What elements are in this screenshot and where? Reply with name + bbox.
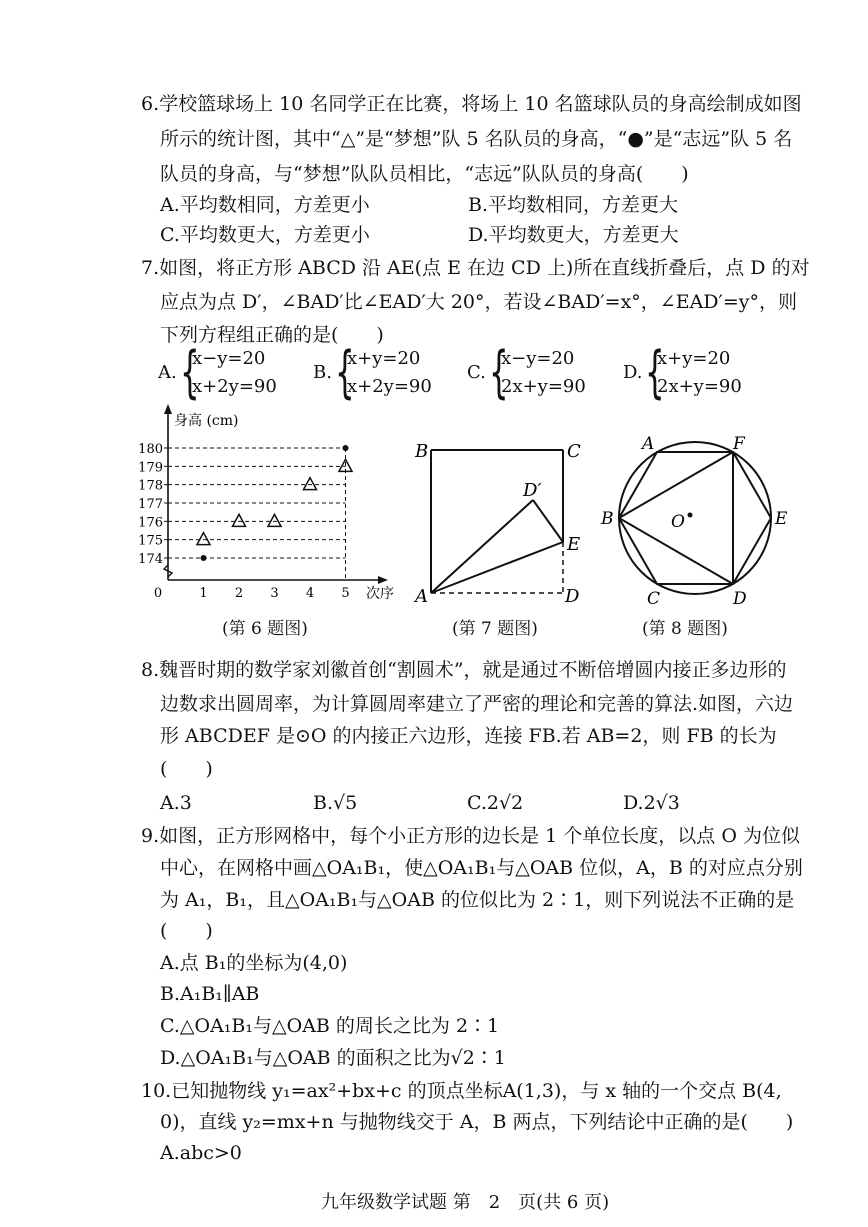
dot-point (343, 445, 349, 451)
label-c: C (647, 589, 661, 609)
y-tick-label: 178 (138, 478, 163, 494)
q7-option-c-eq2: 2x+y=90 (501, 376, 586, 397)
x-tick-label: 4 (305, 586, 315, 601)
folded-square-figure (405, 430, 605, 610)
caption-fig8: (第 8 题图) (642, 619, 728, 639)
q9-line-1: 9.如图，正方形网格中，每个小正方形的边长是 1 个单位长度，以点 O 为位似 (141, 825, 800, 847)
q7-option-d-label: D. (623, 362, 643, 383)
dot-point (201, 555, 207, 561)
q8-line-1: 8.魏晋时期的数学家刘徽首创“割圆术”，就是通过不断倍增圆内接正多边形的 (141, 659, 787, 681)
x-tick-label: 0 (153, 586, 163, 601)
q6-option-a: A.平均数相同，方差更小 (160, 194, 370, 216)
inscribed-hexagon-figure (595, 425, 795, 610)
q7-option-a (158, 340, 318, 405)
x-tick-label: 3 (270, 586, 279, 601)
q6-line-2: 所示的统计图，其中“△”是“梦想”队 5 名队员的身高，“●”是“志远”队 5 名 (160, 128, 793, 150)
label-e: E (567, 534, 581, 555)
y-tick-label: 176 (138, 515, 163, 531)
q7-option-d-eq2: 2x+y=90 (657, 376, 742, 397)
q9-line-4: ( ) (160, 920, 213, 942)
label-a: A (415, 586, 428, 607)
label-e: E (775, 509, 788, 529)
q6-option-c: C.平均数更大，方差更小 (160, 224, 370, 246)
q7-line-1: 7.如图，将正方形 ABCD 沿 AE(点 E 在边 CD 上)所在直线折叠后，点 D 的对 (141, 257, 810, 279)
q7-option-c-eq1: x−y=20 (501, 348, 575, 369)
segment-ad-prime (431, 500, 533, 593)
hexagon-abcdef (619, 452, 771, 584)
label-d: D (565, 586, 580, 607)
y-tick-label: 179 (138, 460, 163, 476)
q9-line-2: 中心，在网格中画△OA₁B₁，使△OA₁B₁与△OAB 位似，A，B 的对应点分别 (160, 857, 803, 879)
y-tick-label: 174 (138, 552, 163, 567)
q7-option-c (467, 340, 627, 405)
page-footer: 九年级数学试题 第 2 页(共 6 页) (321, 1192, 610, 1213)
x-tick-label: 2 (234, 586, 244, 601)
q7-option-b (313, 340, 473, 405)
q6-option-b: B.平均数相同，方差更大 (468, 194, 679, 216)
caption-fig7: (第 7 题图) (452, 619, 538, 639)
q8-line-2: 边数求出圆周率，为计算圆周率建立了严密的理论和完善的算法.如图，六边 (160, 693, 794, 715)
q7-option-a-label: A. (158, 362, 177, 383)
q7-line-3: 下列方程组正确的是( ) (160, 324, 384, 346)
label-d-prime: D′ (523, 480, 542, 501)
q10-line-2: 0)，直线 y₂=mx+n 与抛物线交于 A，B 两点，下列结论中正确的是( ) (160, 1111, 794, 1133)
q6-line-3: 队员的身高，与“梦想”队队员相比，“志远”队队员的身高( ) (160, 163, 689, 185)
caption-fig6: (第 6 题图) (222, 619, 308, 639)
brace-icon: { (645, 340, 665, 405)
q8-option-b: B.√5 (313, 792, 358, 814)
height-scatter-chart (120, 400, 410, 610)
triangle-point (304, 478, 317, 490)
label-b: B (415, 441, 429, 462)
label-b: B (601, 509, 614, 529)
x-axis-label: 次序 (366, 586, 394, 602)
x-tick-label: 1 (199, 586, 208, 601)
q8-option-a: A.3 (160, 792, 192, 814)
label-o: O (671, 512, 685, 532)
triangle-point (197, 533, 210, 545)
y-axis-arrow-icon (164, 404, 172, 414)
q9-option-b: B.A₁B₁∥AB (160, 983, 260, 1005)
q7-line-2: 应点为点 D′，∠BAD′比∠EAD′大 20°，若设∠BAD′=x°，∠EAD′=y°，则 (160, 291, 798, 313)
brace-icon: { (335, 340, 355, 405)
center-point (688, 513, 693, 518)
label-c: C (567, 441, 581, 462)
q10-option-a: A.abc>0 (160, 1142, 242, 1164)
fold-line-ae (431, 542, 563, 593)
q8-option-d: D.2√3 (623, 792, 680, 814)
q8-line-3: 形 ABCDEF 是⊙O 的内接正六边形，连接 FB.若 AB=2，则 FB 的长为 (160, 725, 777, 747)
triangle-point (233, 514, 246, 526)
segment-fb (619, 452, 733, 518)
q7-option-a-eq2: x+2y=90 (192, 376, 277, 397)
brace-icon: { (180, 340, 200, 405)
brace-icon: { (489, 340, 509, 405)
x-tick-label: 5 (341, 586, 350, 601)
q7-option-d-eq1: x+y=20 (657, 348, 731, 369)
label-f: F (733, 434, 745, 454)
q10-line-1: 10.已知抛物线 y₁=ax²+bx+c 的顶点坐标A(1,3)，与 x 轴的一个交点 B(4, (141, 1080, 782, 1102)
q6-line-1: 6.学校篮球场上 10 名同学正在比赛，将场上 10 名篮球队员的身高绘制成如图 (141, 93, 802, 115)
q9-line-3: 为 A₁，B₁，且△OA₁B₁与△OAB 的位似比为 2∶1，则下列说法不正确的是 (160, 889, 795, 911)
triangle-point (268, 514, 281, 526)
y-tick-label: 175 (138, 533, 163, 549)
q7-option-b-label: B. (313, 362, 332, 383)
x-axis-arrow-icon (378, 576, 388, 584)
q7-option-b-eq1: x+y=20 (347, 348, 421, 369)
segment-d-prime-e (533, 500, 563, 542)
label-d: D (733, 589, 747, 609)
q7-option-b-eq2: x+2y=90 (347, 376, 432, 397)
q8-line-4: ( ) (160, 758, 213, 780)
q9-option-c: C.△OA₁B₁与△OAB 的周长之比为 2∶1 (160, 1015, 500, 1037)
q7-option-d (623, 340, 783, 405)
q7-option-c-label: C. (467, 362, 486, 383)
label-a: A (642, 434, 655, 454)
q6-option-d: D.平均数更大，方差更大 (468, 224, 679, 246)
y-tick-label: 180 (138, 442, 163, 457)
q9-option-a: A.点 B₁的坐标为(4,0) (160, 952, 348, 974)
q8-option-c: C.2√2 (467, 792, 524, 814)
y-tick-label: 177 (138, 497, 163, 512)
q7-option-a-eq1: x−y=20 (192, 348, 266, 369)
q9-option-d: D.△OA₁B₁与△OAB 的面积之比为√2∶1 (160, 1047, 506, 1069)
circle-o (619, 442, 771, 594)
y-axis-label: 身高 (cm) (174, 413, 239, 429)
